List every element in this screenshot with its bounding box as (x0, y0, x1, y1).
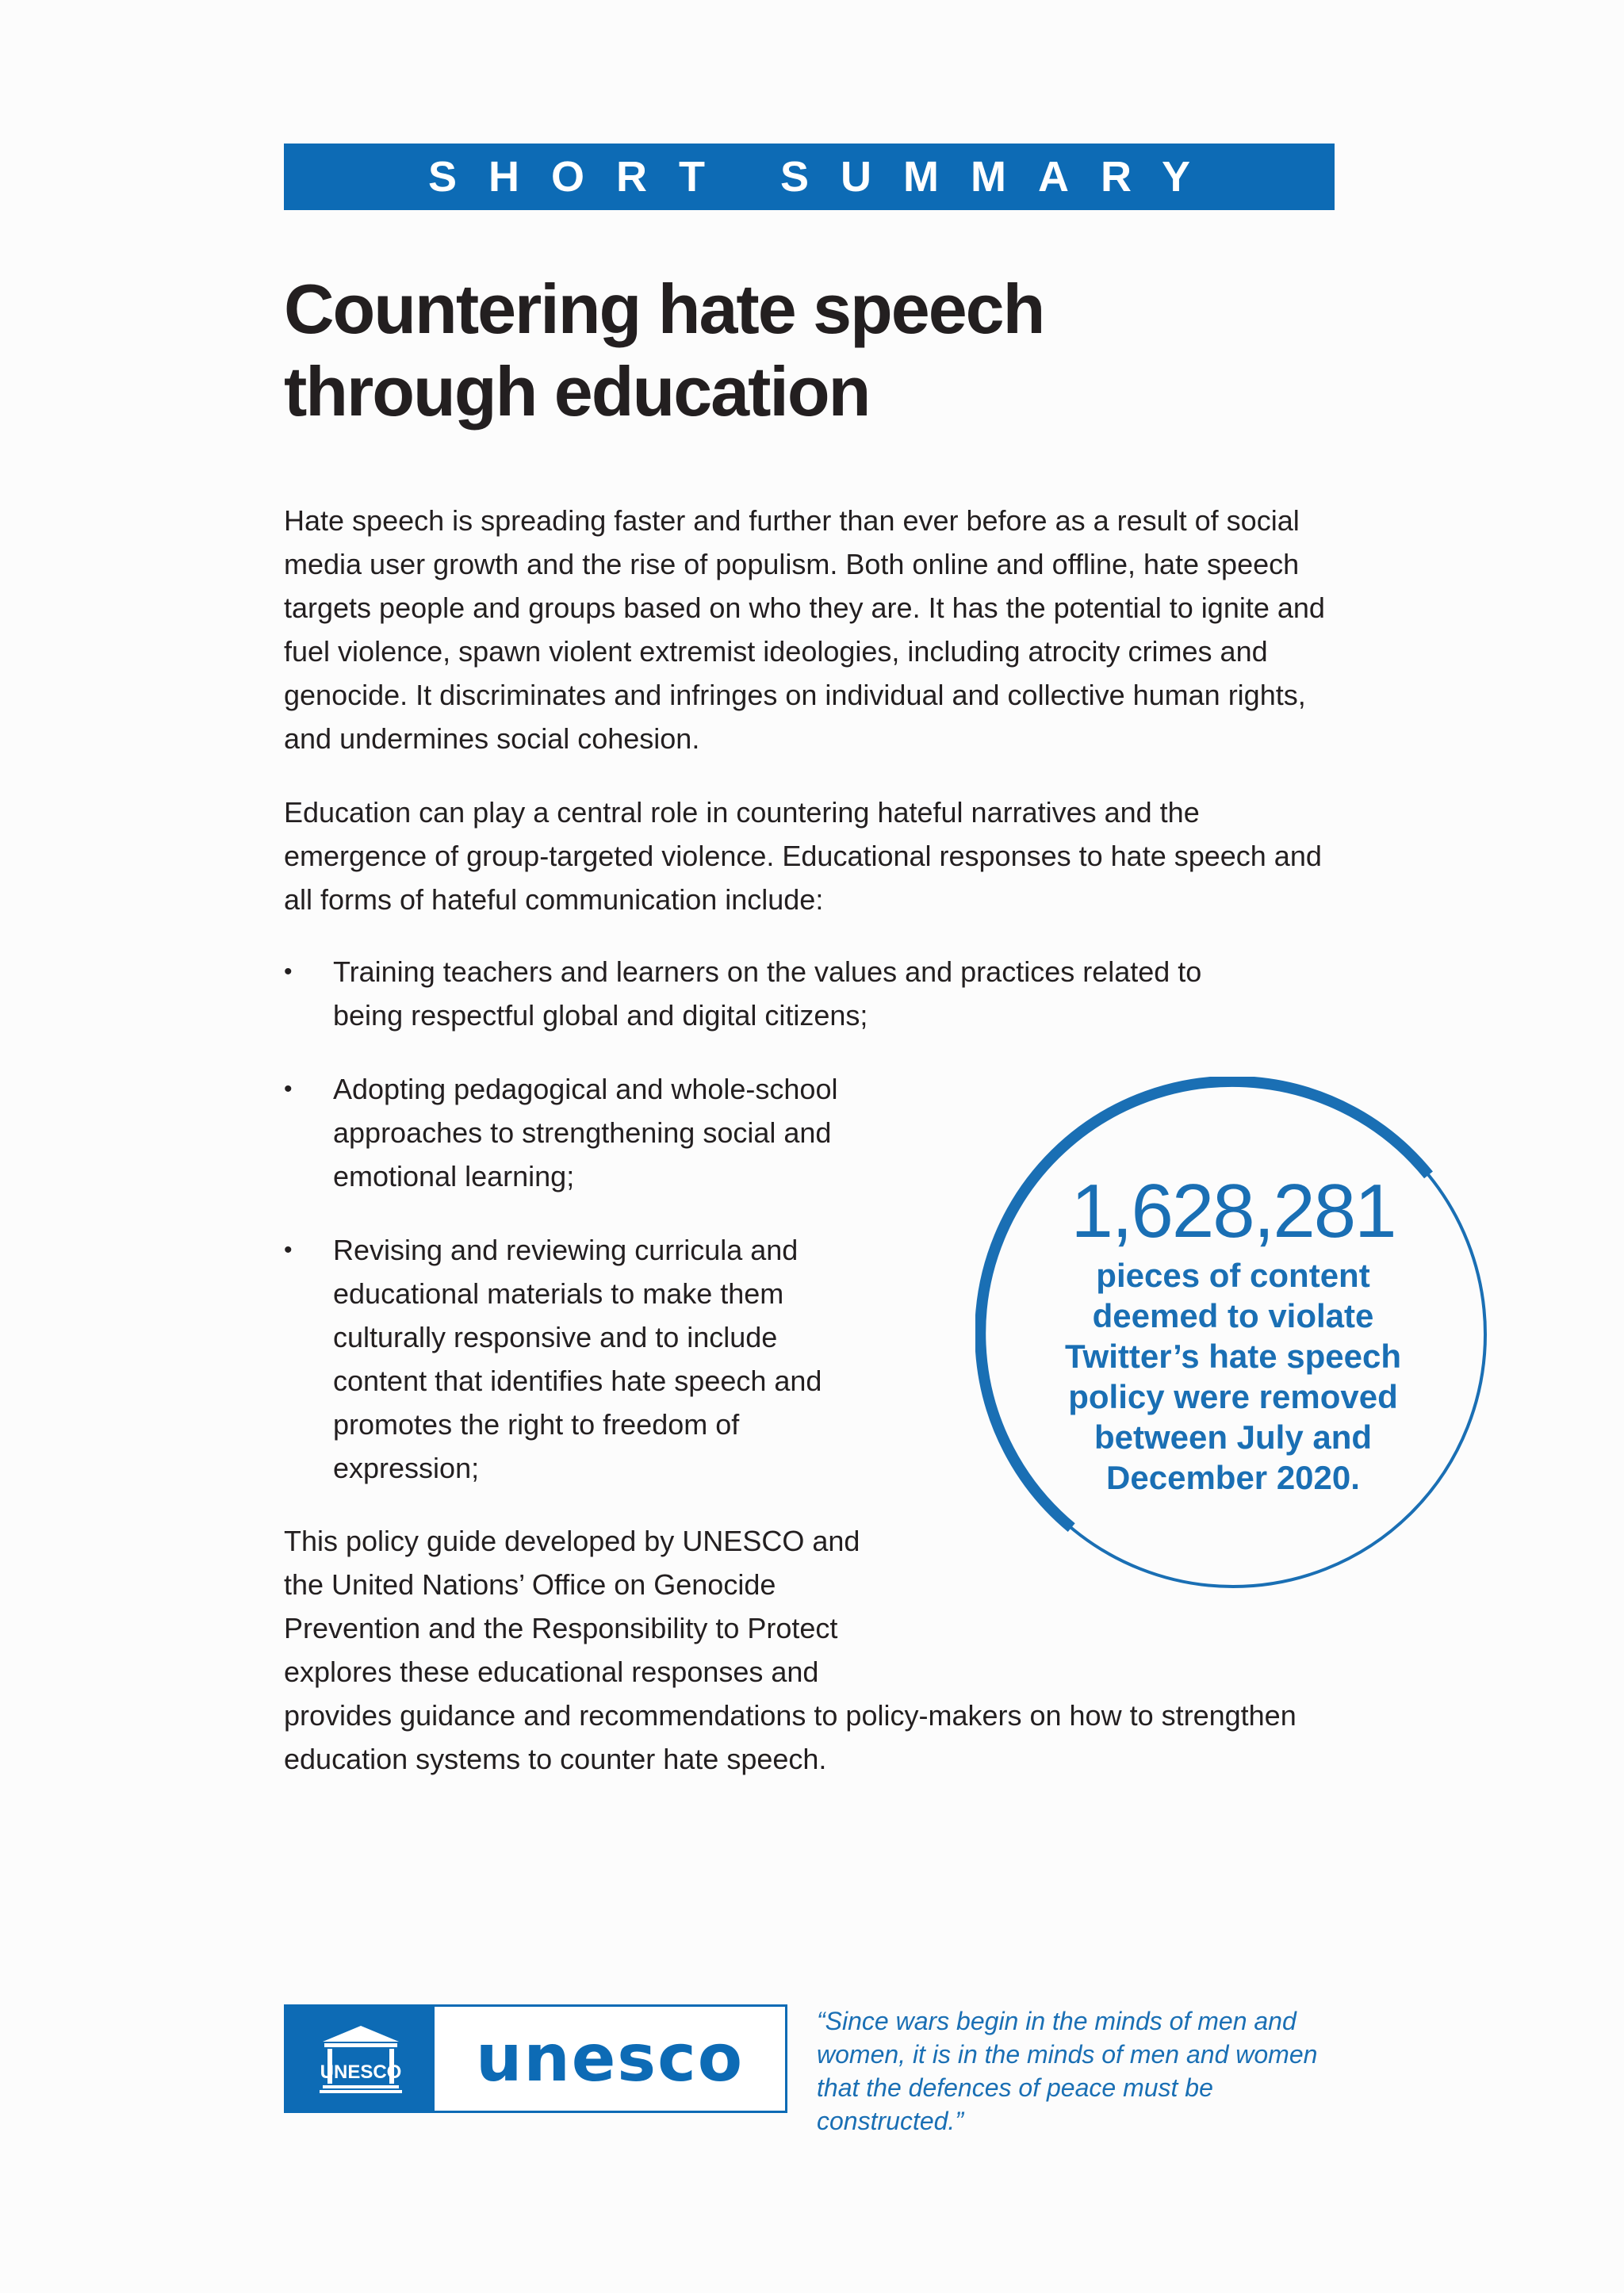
temple-icon (286, 2007, 435, 2111)
bullet-icon: • (284, 1237, 293, 1263)
education-paragraph: Education can play a central role in countering hateful narratives and the emergence of group-targeted violence. Educational responses to hate speech and all forms of hateful communication include: (284, 796, 1322, 916)
list-item-text: Adopting pedagogical and whole-school approaches to strengthening social and emotional learning; (333, 1073, 838, 1192)
title-line-2: through education (284, 352, 870, 431)
stat-callout (975, 1077, 1491, 1592)
title-line-1: Countering hate speech (284, 270, 1044, 348)
list-item-text: Revising and reviewing curricula and educational materials to make them culturally responsive and to include content that identifies hate speech and promotes the right to freedom of expression; (333, 1234, 822, 1484)
page-title (284, 268, 1394, 433)
emblem-text: UNESCO (320, 2061, 401, 2083)
bullet-icon: • (284, 1076, 293, 1102)
stat-caption: pieces of content deemed to violate Twitter’s hate speech policy were removed between July and December 2020. (1064, 1257, 1402, 1496)
intro-paragraph: Hate speech is spreading faster and further than ever before as a result of social media user growth and the rise of populism. Both online and offline, hate speech targets people and groups based on who they are. It has the potential to ignite and fuel violence, spawn violent extremist ideologies, including atrocity crimes and genocide. It discriminates and infringes on individual and collective human rights, and undermines social cohesion. (284, 504, 1325, 755)
banner-label: SHORT SUMMARY (428, 153, 1222, 201)
logo-wordmark: unesco (475, 2021, 745, 2096)
list-item-text: Training teachers and learners on the values and practices related to being respectful global and digital citizens; (333, 955, 1202, 1032)
stat-number: 1,628,281 (1071, 1169, 1396, 1254)
list-item (284, 950, 1275, 1037)
summary-banner (284, 144, 1335, 210)
bullet-icon: • (284, 959, 293, 985)
unesco-logo (284, 2004, 787, 2113)
unesco-quote: “Since wars begin in the minds of men and women, it is in the minds of men and women that the defences of peace must be constructed.” (817, 2007, 1318, 2135)
policy-guide-text: This policy guide developed by UNESCO and the United Nations’ Office on Genocide Prevention and the Responsibility to Protect explores these educational responses and provides guidance and recommendations to policy-makers on how to strengthen education systems to counter hate speech. (284, 1525, 1297, 1775)
